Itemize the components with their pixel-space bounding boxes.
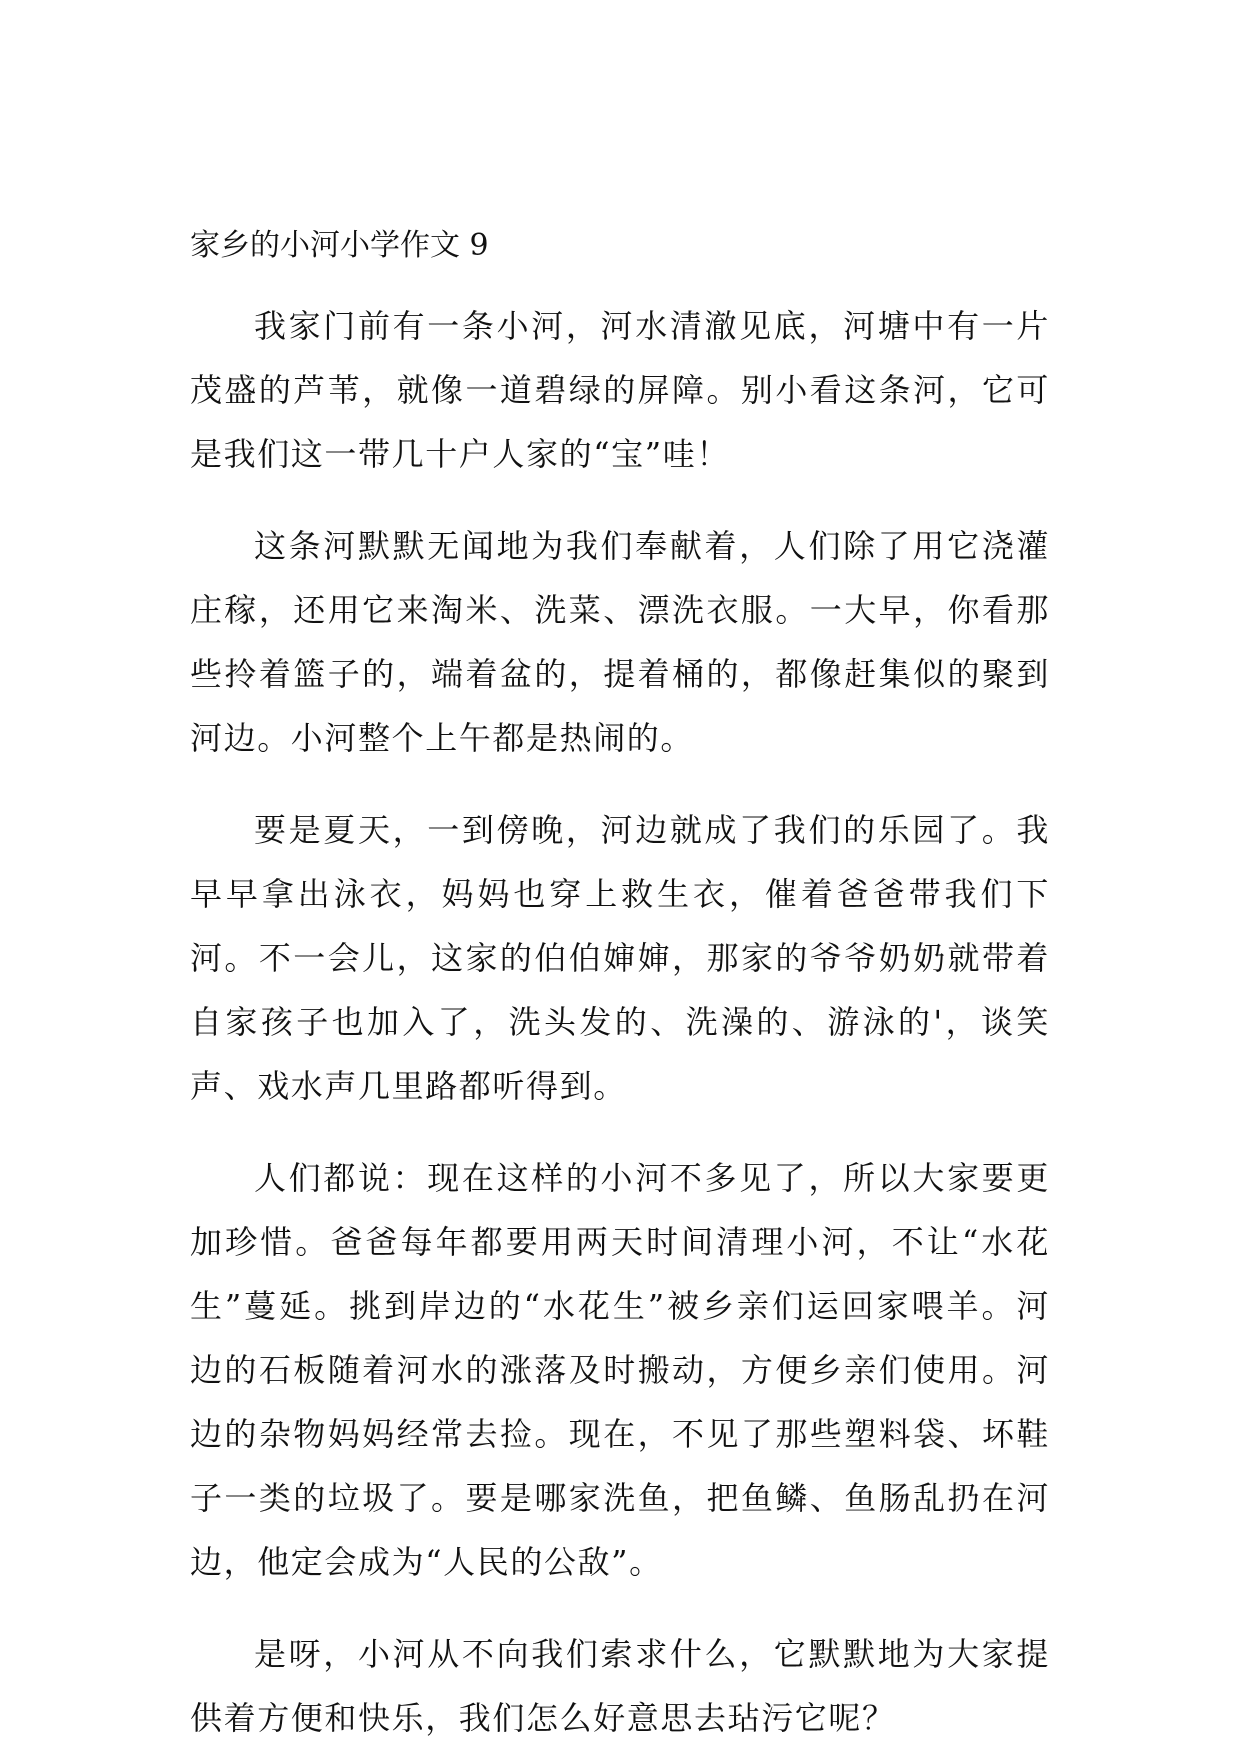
paragraph-3: 要是夏天，一到傍晚，河边就成了我们的乐园了。我早早拿出泳衣，妈妈也穿上救生衣，催着爸爸带我们下河。不一会儿，这家的伯伯婶婶，那家的爷爷奶奶就带着自家孩子也加入了，洗头发的、洗澡的、游泳的'，谈笑声、戏水声几里路都听得到。 — [190, 811, 1050, 1105]
paragraph-4: 人们都说：现在这样的小河不多见了，所以大家要更加珍惜。爸爸每年都要用两天时间清理小河，不让“水花生”蔓延。挑到岸边的“水花生”被乡亲们运回家喂羊。河边的石板随着河水的涨落及时搬动，方便乡亲们使用。河边的杂物妈妈经常去捡。现在，不见了那些塑料袋、坏鞋子一类的垃圾了。要是哪家洗鱼，把鱼鳞、鱼肠乱扔在河边，他定会成为“人民的公敌”。 — [190, 1159, 1050, 1581]
paragraph-1: 我家门前有一条小河，河水清澈见底，河塘中有一片茂盛的芦苇，就像一道碧绿的屏障。别小看这条河，它可是我们这一带几十户人家的“宝”哇！ — [190, 307, 1050, 473]
document-title: 家乡的小河小学作文 9 — [190, 228, 489, 263]
document-body — [190, 226, 1050, 1750]
paragraph-2: 这条河默默无闻地为我们奉献着，人们除了用它浇灌庄稼，还用它来淘米、洗菜、漂洗衣服。一大早，你看那些拎着篮子的，端着盆的，提着桶的，都像赶集似的聚到河边。小河整个上午都是热闹的。 — [190, 527, 1050, 757]
paragraph-5: 是呀，小河从不向我们索求什么，它默默地为大家提供着方便和快乐，我们怎么好意思去玷污它呢？ — [190, 1635, 1050, 1737]
